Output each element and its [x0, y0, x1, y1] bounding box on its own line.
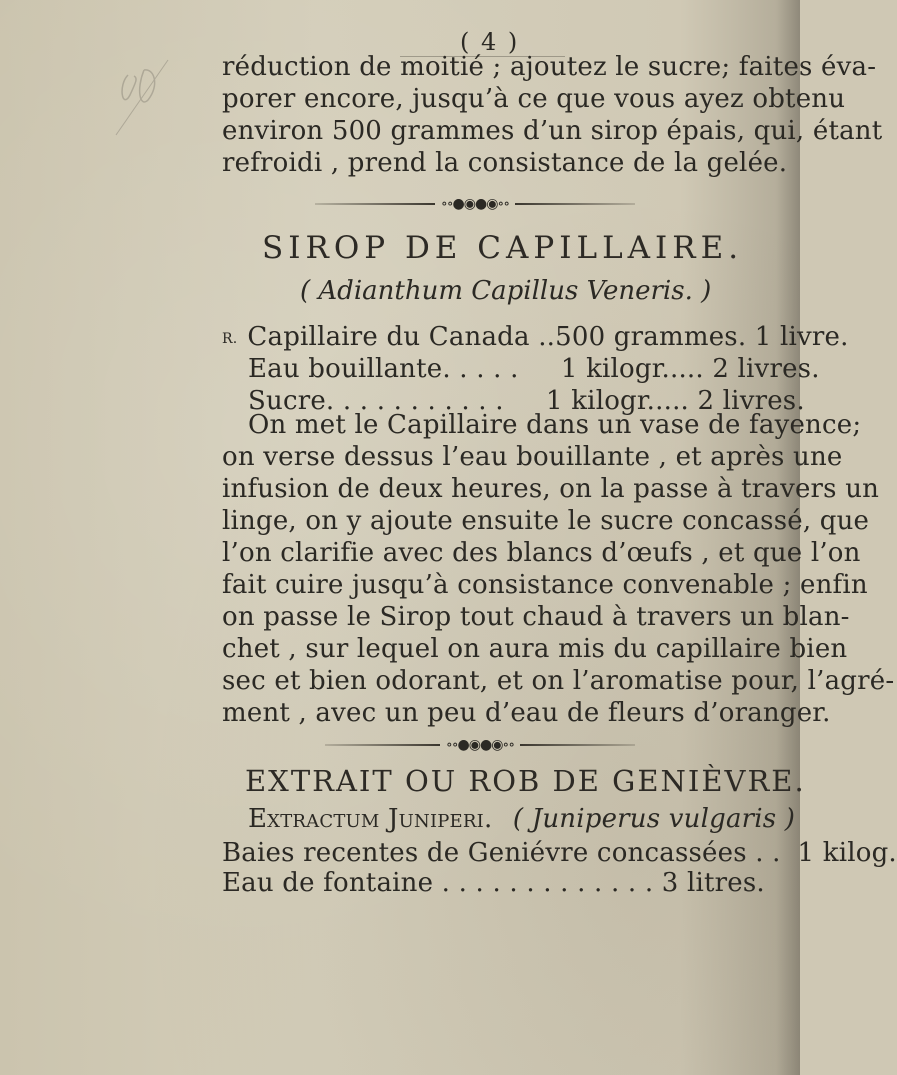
intro-line-4: refroidi , prend la consistance de la gelée. — [222, 148, 788, 178]
ingredient-row: Sucre. . . . . . . . . . . 1 kilogr..... 2 livres. — [248, 386, 805, 416]
ornament-rule-right — [515, 203, 635, 205]
intro-line-1: réduction de moitié ; ajoutez le sucre; faites éva- — [222, 52, 877, 82]
ornament-rule-left — [325, 744, 440, 746]
ingredient-row: Baies recentes de Geniévre concassées . . 1 kilog. — [222, 838, 897, 868]
recipe-mark: R. — [222, 331, 238, 347]
section-title-sirop: SIROP DE CAPILLAIRE. — [262, 230, 744, 266]
page-number: ( 4 ) — [460, 28, 520, 56]
ingredient-row: Eau bouillante. . . . . 1 kilogr..... 2 livres. — [248, 354, 820, 384]
latin-name-juniperus — [248, 804, 795, 834]
ornament-divider-2 — [320, 737, 640, 753]
latin-name-adianthum: ( Adianthum Capillus Veneris. ) — [300, 276, 712, 306]
body-line: linge, on y ajoute ensuite le sucre concassé, que — [222, 506, 870, 536]
ornament-divider-1 — [310, 196, 640, 212]
ingredient-row: Eau de fontaine . . . . . . . . . . . . . 3 litres. — [222, 868, 765, 898]
pencil-mark-annotation — [108, 40, 178, 140]
section-title-extrait: EXTRAIT OU ROB DE GENIÈVRE. — [245, 764, 806, 798]
latin-name-plain: Extractum Juniperi. — [248, 804, 493, 834]
body-line: fait cuire jusqu’à consistance convenable ; enfin — [222, 570, 868, 600]
ornament-beads: ∘∘●◉●◉∘∘ — [445, 737, 515, 753]
latin-name-italic: ( Juniperus vulgaris ) — [512, 804, 796, 834]
ornament-rule-right — [520, 744, 635, 746]
body-line: on passe le Sirop tout chaud à travers un blan- — [222, 602, 850, 632]
ingredient-text: Capillaire du Canada ..500 grammes. 1 livre. — [247, 322, 849, 352]
body-line: infusion de deux heures, on la passe à travers un — [222, 474, 880, 504]
body-line: on verse dessus l’eau bouillante , et après une — [222, 442, 843, 472]
intro-line-2: porer encore, jusqu’à ce que vous ayez obtenu — [222, 84, 846, 114]
body-line: l’on clarifie avec des blancs d’œufs , et que l’on — [222, 538, 861, 568]
ornament-rule-left — [315, 203, 435, 205]
body-line: chet , sur lequel on aura mis du capillaire bien — [222, 634, 848, 664]
ornament-beads: ∘∘●◉●◉∘∘ — [440, 196, 510, 212]
intro-line-3: environ 500 grammes d’un sirop épais, qui, étant — [222, 116, 883, 146]
body-line: ment , avec un peu d’eau de fleurs d’oranger. — [222, 698, 831, 728]
body-line: sec et bien odorant, et on l’aromatise pour, l’agré- — [222, 666, 895, 696]
body-line: On met le Capillaire dans un vase de fayence; — [248, 410, 862, 440]
ingredient-row — [222, 322, 849, 354]
